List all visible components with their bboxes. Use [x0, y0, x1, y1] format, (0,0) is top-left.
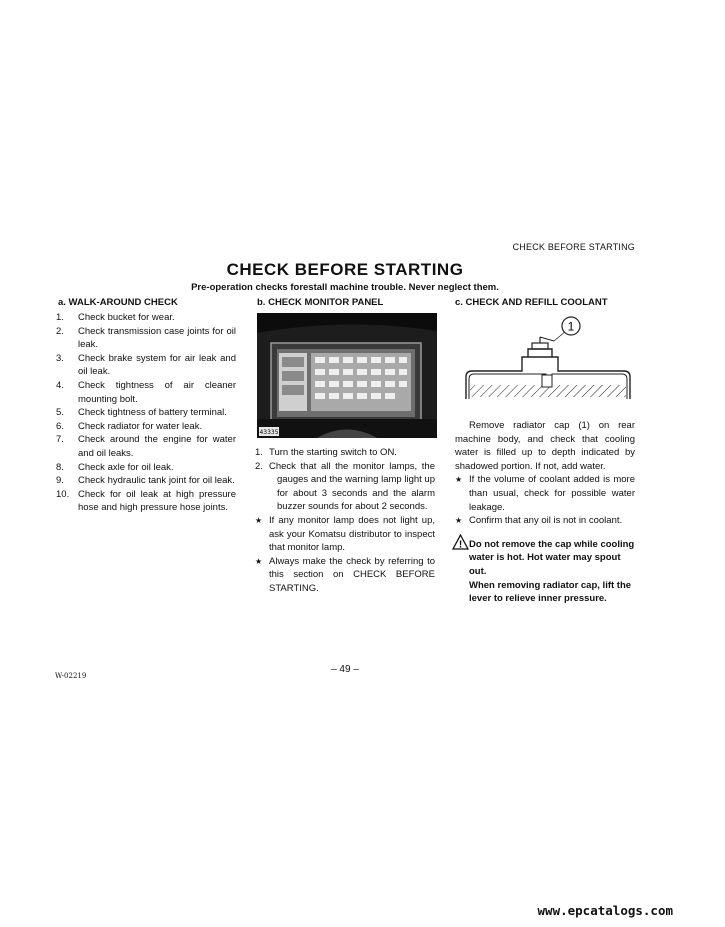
section-c-body	[455, 419, 635, 606]
list-item: 1. Turn the starting switch to ON.	[255, 447, 397, 458]
monitor-check-list	[255, 446, 435, 514]
list-item: 4. Check tightness of air cleaner mounting bolt.	[56, 379, 236, 405]
document-code: W-02219	[55, 672, 87, 680]
section-b-body	[255, 446, 435, 596]
section-a-body	[56, 311, 236, 515]
note-item: ★ Always make the check by referring to this section on CHECK BEFORE STARTING.	[255, 555, 435, 596]
list-item: 6. Check radiator for water leak.	[56, 420, 203, 432]
monitor-panel-photo	[257, 313, 437, 438]
list-item: 5. Check tightness of battery terminal.	[56, 407, 227, 419]
warning-block	[455, 538, 635, 606]
warning-text-1: Do not remove the cap while cooling water is hot. Hot water may spout out.	[469, 538, 635, 577]
page-number: – 49 –	[331, 664, 359, 675]
list-item: 8. Check axle for oil leak.	[56, 461, 174, 473]
warning-triangle-icon	[452, 534, 469, 555]
monitor-panel-image	[257, 313, 437, 438]
note-item: ★ If any monitor lamp does not light up, ask your Komatsu distributor to inspect that monitor lamp.	[255, 514, 435, 555]
radiator-diagram	[462, 313, 634, 403]
running-header: CHECK BEFORE STARTING	[512, 242, 635, 252]
list-item: 2. Check that all the monitor lamps, the gauges and the warning lamp light up for about 3 seconds and the alarm buzzer sounds for about 2 seconds.	[255, 460, 435, 513]
walk-around-list	[56, 311, 236, 515]
page-subtitle: Pre-operation checks forestall machine trouble. Never neglect them.	[191, 282, 499, 293]
note-item: ★ Confirm that any oil is not in coolant.	[455, 514, 635, 528]
list-item: 2. Check transmission case joints for oil leak.	[56, 325, 236, 351]
note-item: ★ If the volume of coolant added is more than usual, check for possible water leakage.	[455, 473, 635, 514]
section-b-heading: b. CHECK MONITOR PANEL	[257, 297, 384, 308]
svg-text:!: !	[458, 539, 463, 550]
coolant-instructions: Remove radiator cap (1) on rear machine body, and check that cooling water is filled up to depth indicated by shadowed portion. If not, add water.	[455, 420, 635, 472]
radiator-diagram-svg	[462, 313, 634, 403]
photo-code: 43335	[259, 429, 279, 436]
section-a-heading: a. WALK-AROUND CHECK	[58, 297, 178, 308]
list-item: 3. Check brake system for air leak and oil leak.	[56, 352, 236, 378]
list-item: 10. Check for oil leak at high pressure hose and high pressure hose joints.	[56, 488, 236, 514]
page-title: CHECK BEFORE STARTING	[226, 260, 464, 279]
callout-1: 1	[567, 319, 575, 334]
warning-text-2: When removing radiator cap, lift the lever to relieve inner pressure.	[469, 579, 632, 605]
section-c-heading: c. CHECK AND REFILL COOLANT	[455, 297, 608, 308]
list-item: 1. Check bucket for wear.	[56, 312, 175, 323]
list-item: 9. Check hydraulic tank joint for oil leak.	[56, 475, 235, 487]
list-item: 7. Check around the engine for water and oil leaks.	[56, 434, 236, 459]
watermark-link[interactable]: www.epcatalogs.com	[537, 903, 673, 918]
